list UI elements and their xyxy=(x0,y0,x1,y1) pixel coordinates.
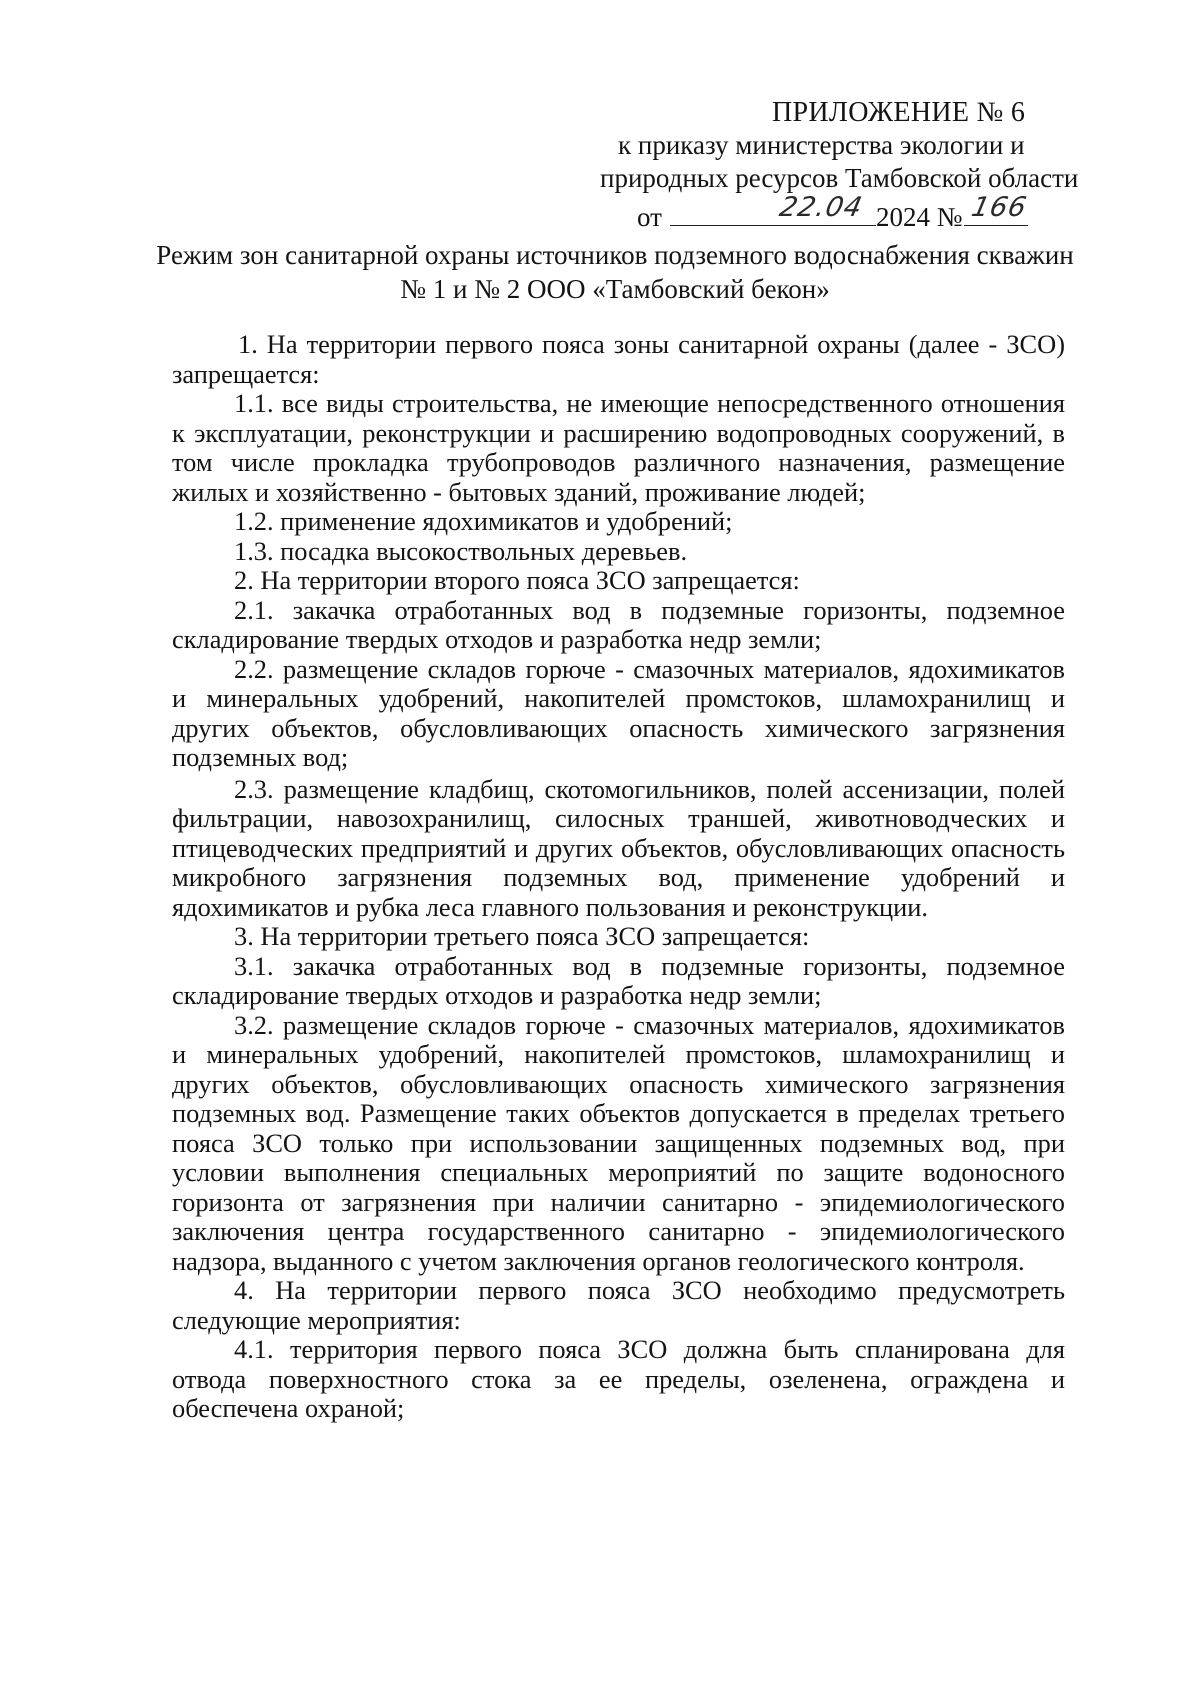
document-title-line-1: Режим зон санитарной охраны источников подземного водоснабжения скважин xyxy=(156,240,1074,270)
paragraph-2-1: 2.1. закачка отработанных вод в подземные горизонты, подземное складирование твердых отходов и разработка недр земли; xyxy=(172,594,1065,654)
document-body xyxy=(172,330,1065,1424)
paragraph-3-1: 3.1. закачка отработанных вод в подземные горизонты, подземное складирование твердых отходов и разработка недр земли; xyxy=(172,950,1065,1010)
appendix-ministry-line: природных ресурсов Тамбовской области xyxy=(600,163,1079,193)
year-number-label: 2024 № xyxy=(875,202,963,232)
appendix-date-line xyxy=(600,192,1160,234)
date-blank xyxy=(670,192,876,226)
appendix-order-line: к приказу министерства экологии и xyxy=(618,130,1025,160)
paragraph-1-1: 1.1. все виды строительства, не имеющие непосредственного отношения к эксплуатации, реконструкции и расширению водопроводных сооружений, в том числе прокладка трубопроводов различного назначения, размещение жилых и хозяйственно - бытовых зданий, проживание людей; xyxy=(172,388,1065,507)
document-title-line-2: № 1 и № 2 ООО «Тамбовский бекон» xyxy=(400,274,830,304)
date-prefix: от xyxy=(637,202,662,232)
paragraph-3-2: 3.2. размещение складов горюче - смазочных материалов, ядохимикатов и минеральных удобрений, накопителей промстоков, шламохранилищ и других объектов, обусловливающих опасность химического загрязнения подземных вод. Размещение таких объектов допускается в пределах третьего пояса ЗСО только при использовании защищенных подземных вод, при условии выполнения специальных мероприятий по защите водоносного горизонта от загрязнения при наличии санитарно - эпидемиологического заключения центра государственного санитарно - эпидемиологического надзора, выданного с учетом заключения органов геологического контроля. xyxy=(172,1009,1065,1276)
paragraph-4: 4. На территории первого пояса ЗСО необходимо предусмотреть следующие мероприятия: xyxy=(172,1275,1065,1335)
paragraph-2-3: 2.3. размещение кладбищ, скотомогильников, полей ассенизации, полей фильтрации, навозохранилищ, силосных траншей, животноводческих и птицеводческих предприятий и других объектов, обусловливающих опасность микробного загрязнения подземных вод, применение удобрений и ядохимикатов и рубка леса главного пользования и реконструкции. xyxy=(172,773,1065,922)
paragraph-2-2: 2.2. размещение складов горюче - смазочных материалов, ядохимикатов и минеральных удобрений, накопителей промстоков, шламохранилищ и других объектов, обусловливающих опасность химического загрязнения подземных вод; xyxy=(172,653,1065,772)
handwritten-number: 166 xyxy=(969,192,1031,223)
paragraph-1: 1. На территории первого пояса зоны санитарной охраны (далее - ЗСО) запрещается: xyxy=(172,329,1065,389)
paragraph-2: 2. На территории второго пояса ЗСО запрещается: xyxy=(234,565,800,595)
number-blank xyxy=(964,192,1031,226)
document-title xyxy=(150,238,1080,306)
appendix-header xyxy=(600,96,1160,234)
paragraph-4-1: 4.1. территория первого пояса ЗСО должна быть спланирована для отвода поверхностного стока за ее пределы, озеленена, ограждена и обеспечена охраной; xyxy=(172,1334,1065,1423)
paragraph-1-2: 1.2. применение ядохимикатов и удобрений; xyxy=(234,506,733,536)
handwritten-date: 22.04 xyxy=(776,192,866,223)
paragraph-1-3: 1.3. посадка высокоствольных деревьев. xyxy=(234,535,688,566)
paragraph-3: 3. На территории третьего пояса ЗСО запрещается: xyxy=(234,921,810,951)
appendix-title: ПРИЛОЖЕНИЕ № 6 xyxy=(772,97,1026,128)
